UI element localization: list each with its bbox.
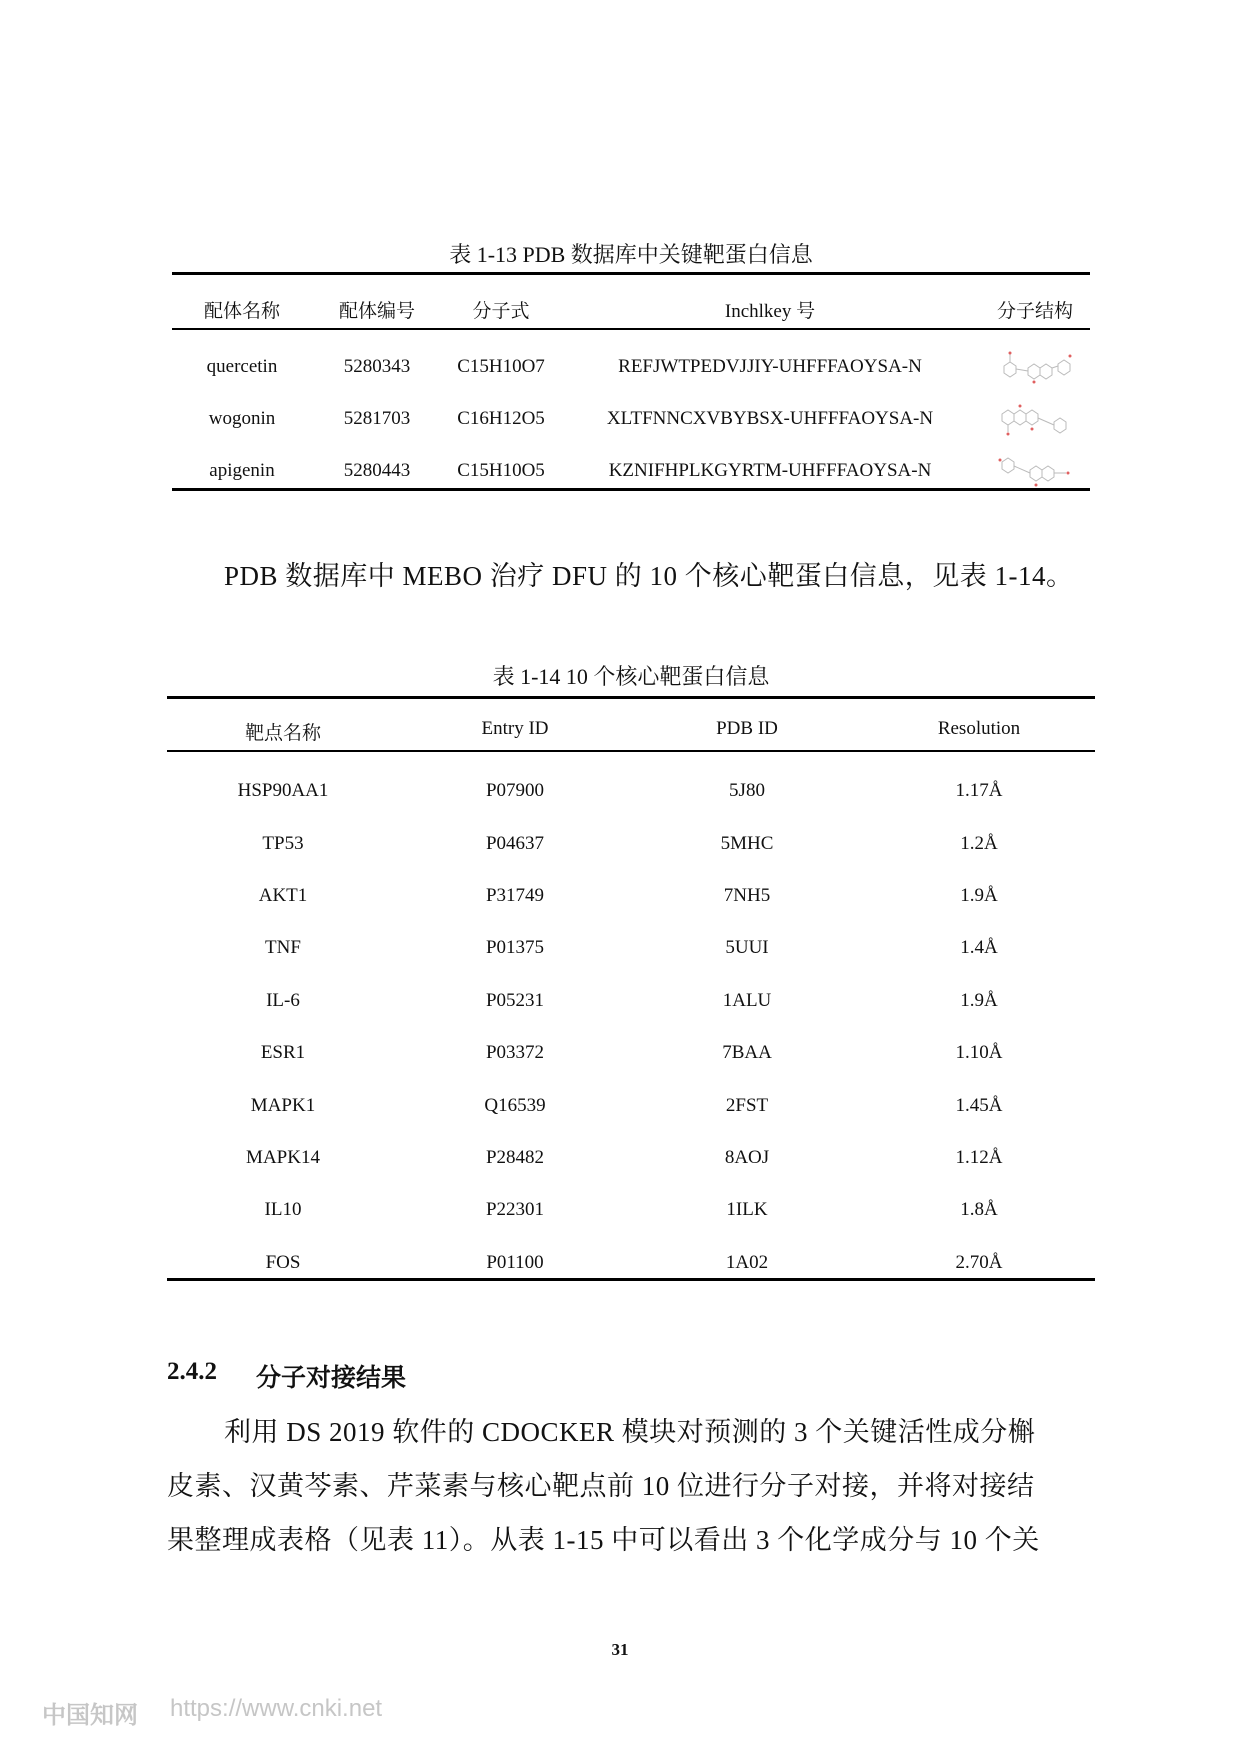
column-header: 分子式 xyxy=(472,301,530,322)
ligand-inchikey: KZNIFHPLKGYRTM-UHFFFAOYSA-N xyxy=(608,460,932,481)
table-row xyxy=(172,341,1090,393)
page-number: 31 xyxy=(611,1640,629,1659)
entry-id: P31749 xyxy=(485,884,545,906)
resolution: 1.2Å xyxy=(960,832,998,854)
pdb-id: 7NH5 xyxy=(723,884,771,906)
resolution: 1.12Å xyxy=(955,1146,1003,1168)
ligand-id: 5280343 xyxy=(343,356,411,377)
column-header: 靶点名称 xyxy=(244,723,321,744)
ligand-inchikey: REFJWTPEDVJJIY-UHFFFAOYSA-N xyxy=(618,356,922,377)
column-header: PDB ID xyxy=(716,718,778,739)
pdb-id: 1ILK xyxy=(726,1199,768,1221)
column-header: Inchlkey 号 xyxy=(724,301,816,322)
target-name: ESR1 xyxy=(260,1042,306,1064)
entry-id: P03372 xyxy=(485,1042,545,1064)
target-name: MAPK14 xyxy=(246,1146,320,1168)
resolution: 1.17Å xyxy=(955,780,1003,802)
entry-id: Q16539 xyxy=(484,1094,546,1116)
column-header: Entry ID xyxy=(481,718,549,739)
pdb-id: 5MHC xyxy=(720,832,774,854)
entry-id: P01375 xyxy=(485,937,545,959)
column-header: 配体编号 xyxy=(338,301,415,322)
table-row xyxy=(172,445,1090,497)
wogonin-structure-image xyxy=(994,400,1076,438)
table-row xyxy=(167,1132,1095,1184)
target-name: TNF xyxy=(265,937,301,959)
table-row xyxy=(167,817,1095,869)
resolution: 1.8Å xyxy=(960,1199,998,1221)
core-target-table xyxy=(167,718,1095,1289)
table-row xyxy=(167,1027,1095,1079)
table-row xyxy=(167,1079,1095,1131)
ligand-id: 5281703 xyxy=(343,408,411,429)
table-row xyxy=(172,393,1090,445)
table-row xyxy=(167,1237,1095,1289)
target-name: IL10 xyxy=(264,1199,302,1221)
entry-id: P28482 xyxy=(485,1146,545,1168)
column-header: 分子结构 xyxy=(996,301,1073,322)
entry-id: P01100 xyxy=(486,1251,544,1273)
table2-top-rule xyxy=(167,696,1095,699)
apigenin-structure-image xyxy=(994,452,1076,490)
resolution: 2.70Å xyxy=(955,1251,1003,1273)
pdb-id: 5UUI xyxy=(725,937,769,959)
body-paragraph-line: 皮素、汉黄芩素、芹菜素与核心靶点前 10 位进行分子对接，并将对接结 xyxy=(167,1471,1035,1501)
entry-id: P07900 xyxy=(485,780,545,802)
pdb-id: 8AOJ xyxy=(724,1146,770,1168)
table-row xyxy=(167,922,1095,974)
cnki-brand-watermark: 中国知网 xyxy=(42,1702,138,1729)
section-title: 分子对接结果 xyxy=(256,1365,407,1392)
target-name: MAPK1 xyxy=(250,1094,316,1116)
ligand-formula: C16H12O5 xyxy=(457,408,545,429)
table1-caption: 表 1-13 PDB 数据库中关键靶蛋白信息 xyxy=(449,242,813,267)
ligand-name: wogonin xyxy=(208,408,276,429)
ligand-formula: C15H10O7 xyxy=(457,356,545,377)
table-row xyxy=(167,870,1095,922)
pdb-id: 2FST xyxy=(725,1094,769,1116)
target-name: HSP90AA1 xyxy=(237,780,329,802)
table-row xyxy=(167,1184,1095,1236)
table1-top-rule xyxy=(172,272,1090,275)
entry-id: P04637 xyxy=(485,832,545,854)
pdb-id: 1A02 xyxy=(725,1251,769,1273)
section-number: 2.4.2 xyxy=(167,1358,217,1385)
body-paragraph-line: 果整理成表格（见表 11）。从表 1-15 中可以看出 3 个化学成分与 10 个关 xyxy=(167,1525,1040,1555)
ligand-table xyxy=(172,296,1090,497)
table-row xyxy=(167,975,1095,1027)
entry-id: P22301 xyxy=(485,1199,545,1221)
ligand-inchikey: XLTFNNCXVBYBSX-UHFFFAOYSA-N xyxy=(606,408,934,429)
column-header: 配体名称 xyxy=(203,301,280,322)
ligand-formula: C15H10O5 xyxy=(457,460,545,481)
resolution: 1.10Å xyxy=(955,1042,1003,1064)
ligand-name: apigenin xyxy=(209,460,275,481)
cnki-url-watermark: https://www.cnki.net xyxy=(170,1695,383,1722)
pdb-id: 7BAA xyxy=(722,1042,772,1064)
resolution: 1.9Å xyxy=(960,884,998,906)
ligand-id: 5280443 xyxy=(343,460,411,481)
pdb-id: 5J80 xyxy=(729,780,765,802)
quercetin-structure-image xyxy=(994,348,1076,386)
resolution: 1.4Å xyxy=(960,937,998,959)
table-header-row xyxy=(172,296,1090,323)
body-paragraph-line: 利用 DS 2019 软件的 CDOCKER 模块对预测的 3 个关键活性成分槲 xyxy=(224,1417,1036,1447)
entry-id: P05231 xyxy=(485,989,545,1011)
target-name: TP53 xyxy=(262,832,304,854)
table2-caption: 表 1-14 10 个核心靶蛋白信息 xyxy=(492,664,770,689)
resolution: 1.9Å xyxy=(960,989,998,1011)
target-name: AKT1 xyxy=(258,884,308,906)
table-row xyxy=(167,765,1095,817)
target-name: FOS xyxy=(265,1251,301,1273)
column-header: Resolution xyxy=(937,718,1021,739)
pdb-id: 1ALU xyxy=(722,989,772,1011)
body-paragraph: PDB 数据库中 MEBO 治疗 DFU 的 10 个核心靶蛋白信息，见表 1-14。 xyxy=(224,561,1074,591)
resolution: 1.45Å xyxy=(955,1094,1003,1116)
table-header-row xyxy=(167,718,1095,745)
ligand-name: quercetin xyxy=(206,356,278,377)
target-name: IL-6 xyxy=(266,989,300,1011)
